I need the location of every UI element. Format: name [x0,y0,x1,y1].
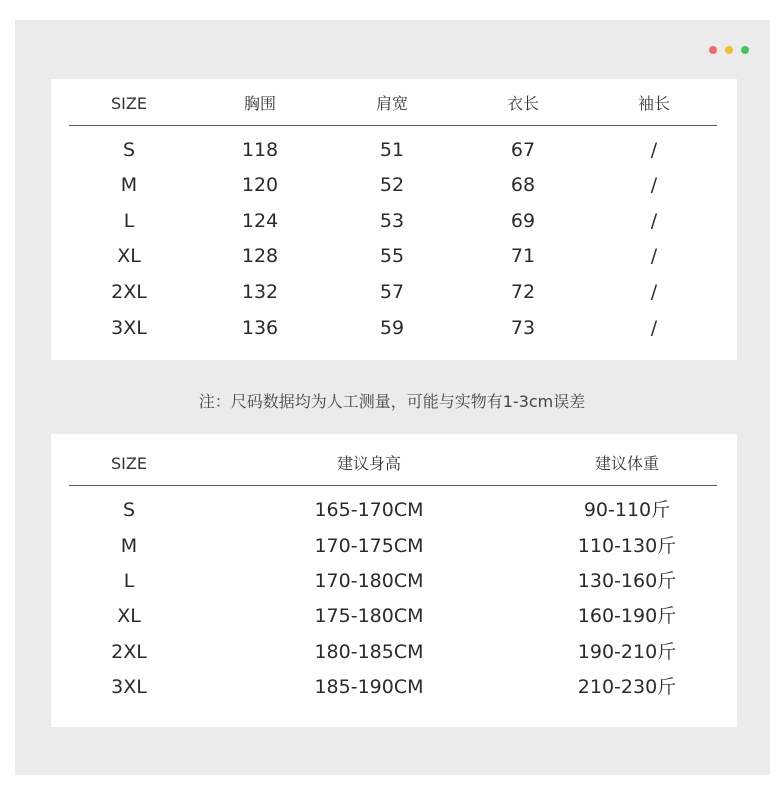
cell-sleeve: / [650,174,658,196]
table-row [51,637,737,667]
size-recommendation-table [51,434,737,727]
cell-height: 165-170CM [314,499,424,521]
cell-sleeve: / [650,245,658,267]
header-divider [69,125,717,126]
yellow-dot-icon [725,46,733,54]
window-dots [709,46,749,54]
cell-size: M [120,535,138,557]
green-dot-icon [741,46,749,54]
header-sleeve: 袖长 [637,94,670,113]
cell-size: 3XL [111,676,147,698]
header-shoulder: 肩宽 [375,94,408,113]
cell-shoulder: 53 [379,210,405,232]
cell-weight: 90-110斤 [583,499,671,521]
cell-sleeve: / [650,139,658,161]
cell-size: S [122,139,136,161]
cell-length: 68 [510,174,536,196]
cell-weight: 160-190斤 [577,605,677,627]
cell-chest: 132 [241,281,279,303]
table-row [51,135,737,165]
measurement-note: 注：尺码数据均为人工测量，可能与实物有1-3cm误差 [198,392,586,411]
cell-height: 175-180CM [314,605,424,627]
cell-size: M [120,174,138,196]
cell-length: 72 [510,281,536,303]
table-row [51,531,737,561]
cell-length: 67 [510,139,536,161]
cell-height: 170-180CM [314,570,424,592]
cell-chest: 120 [241,174,279,196]
size-measurement-table [51,79,737,360]
cell-chest: 118 [241,139,279,161]
header-height: 建议身高 [336,454,401,473]
header-length: 衣长 [506,94,539,113]
cell-height: 170-175CM [314,535,424,557]
cell-weight: 130-160斤 [577,570,677,592]
cell-shoulder: 59 [379,317,405,339]
cell-shoulder: 52 [379,174,405,196]
table-row [51,277,737,307]
cell-sleeve: / [650,317,658,339]
cell-length: 73 [510,317,536,339]
header-chest: 胸围 [243,94,276,113]
cell-size: 2XL [111,281,147,303]
cell-size: XL [117,245,141,267]
cell-length: 69 [510,210,536,232]
cell-size: L [123,210,135,232]
cell-shoulder: 55 [379,245,405,267]
table-row [51,170,737,200]
header-size: SIZE [111,454,147,473]
table-row [51,672,737,702]
cell-size: 3XL [111,317,147,339]
cell-weight: 190-210斤 [577,641,677,663]
table-header-row [51,89,737,119]
table-row [51,566,737,596]
cell-size: S [122,499,136,521]
table-row [51,241,737,271]
table-header-row [51,449,737,479]
cell-size: XL [117,605,141,627]
table-row [51,601,737,631]
header-size: SIZE [111,94,147,113]
cell-chest: 128 [241,245,279,267]
header-divider [69,485,717,486]
cell-sleeve: / [650,281,658,303]
cell-shoulder: 57 [379,281,405,303]
cell-sleeve: / [650,210,658,232]
table-row [51,206,737,236]
header-weight: 建议体重 [594,454,659,473]
cell-chest: 124 [241,210,279,232]
cell-height: 180-185CM [314,641,424,663]
cell-weight: 210-230斤 [577,676,677,698]
table-row [51,313,737,343]
cell-size: 2XL [111,641,147,663]
cell-shoulder: 51 [379,139,405,161]
cell-size: L [123,570,135,592]
table-row [51,495,737,525]
red-dot-icon [709,46,717,54]
cell-height: 185-190CM [314,676,424,698]
cell-weight: 110-130斤 [577,535,677,557]
cell-length: 71 [510,245,536,267]
cell-chest: 136 [241,317,279,339]
